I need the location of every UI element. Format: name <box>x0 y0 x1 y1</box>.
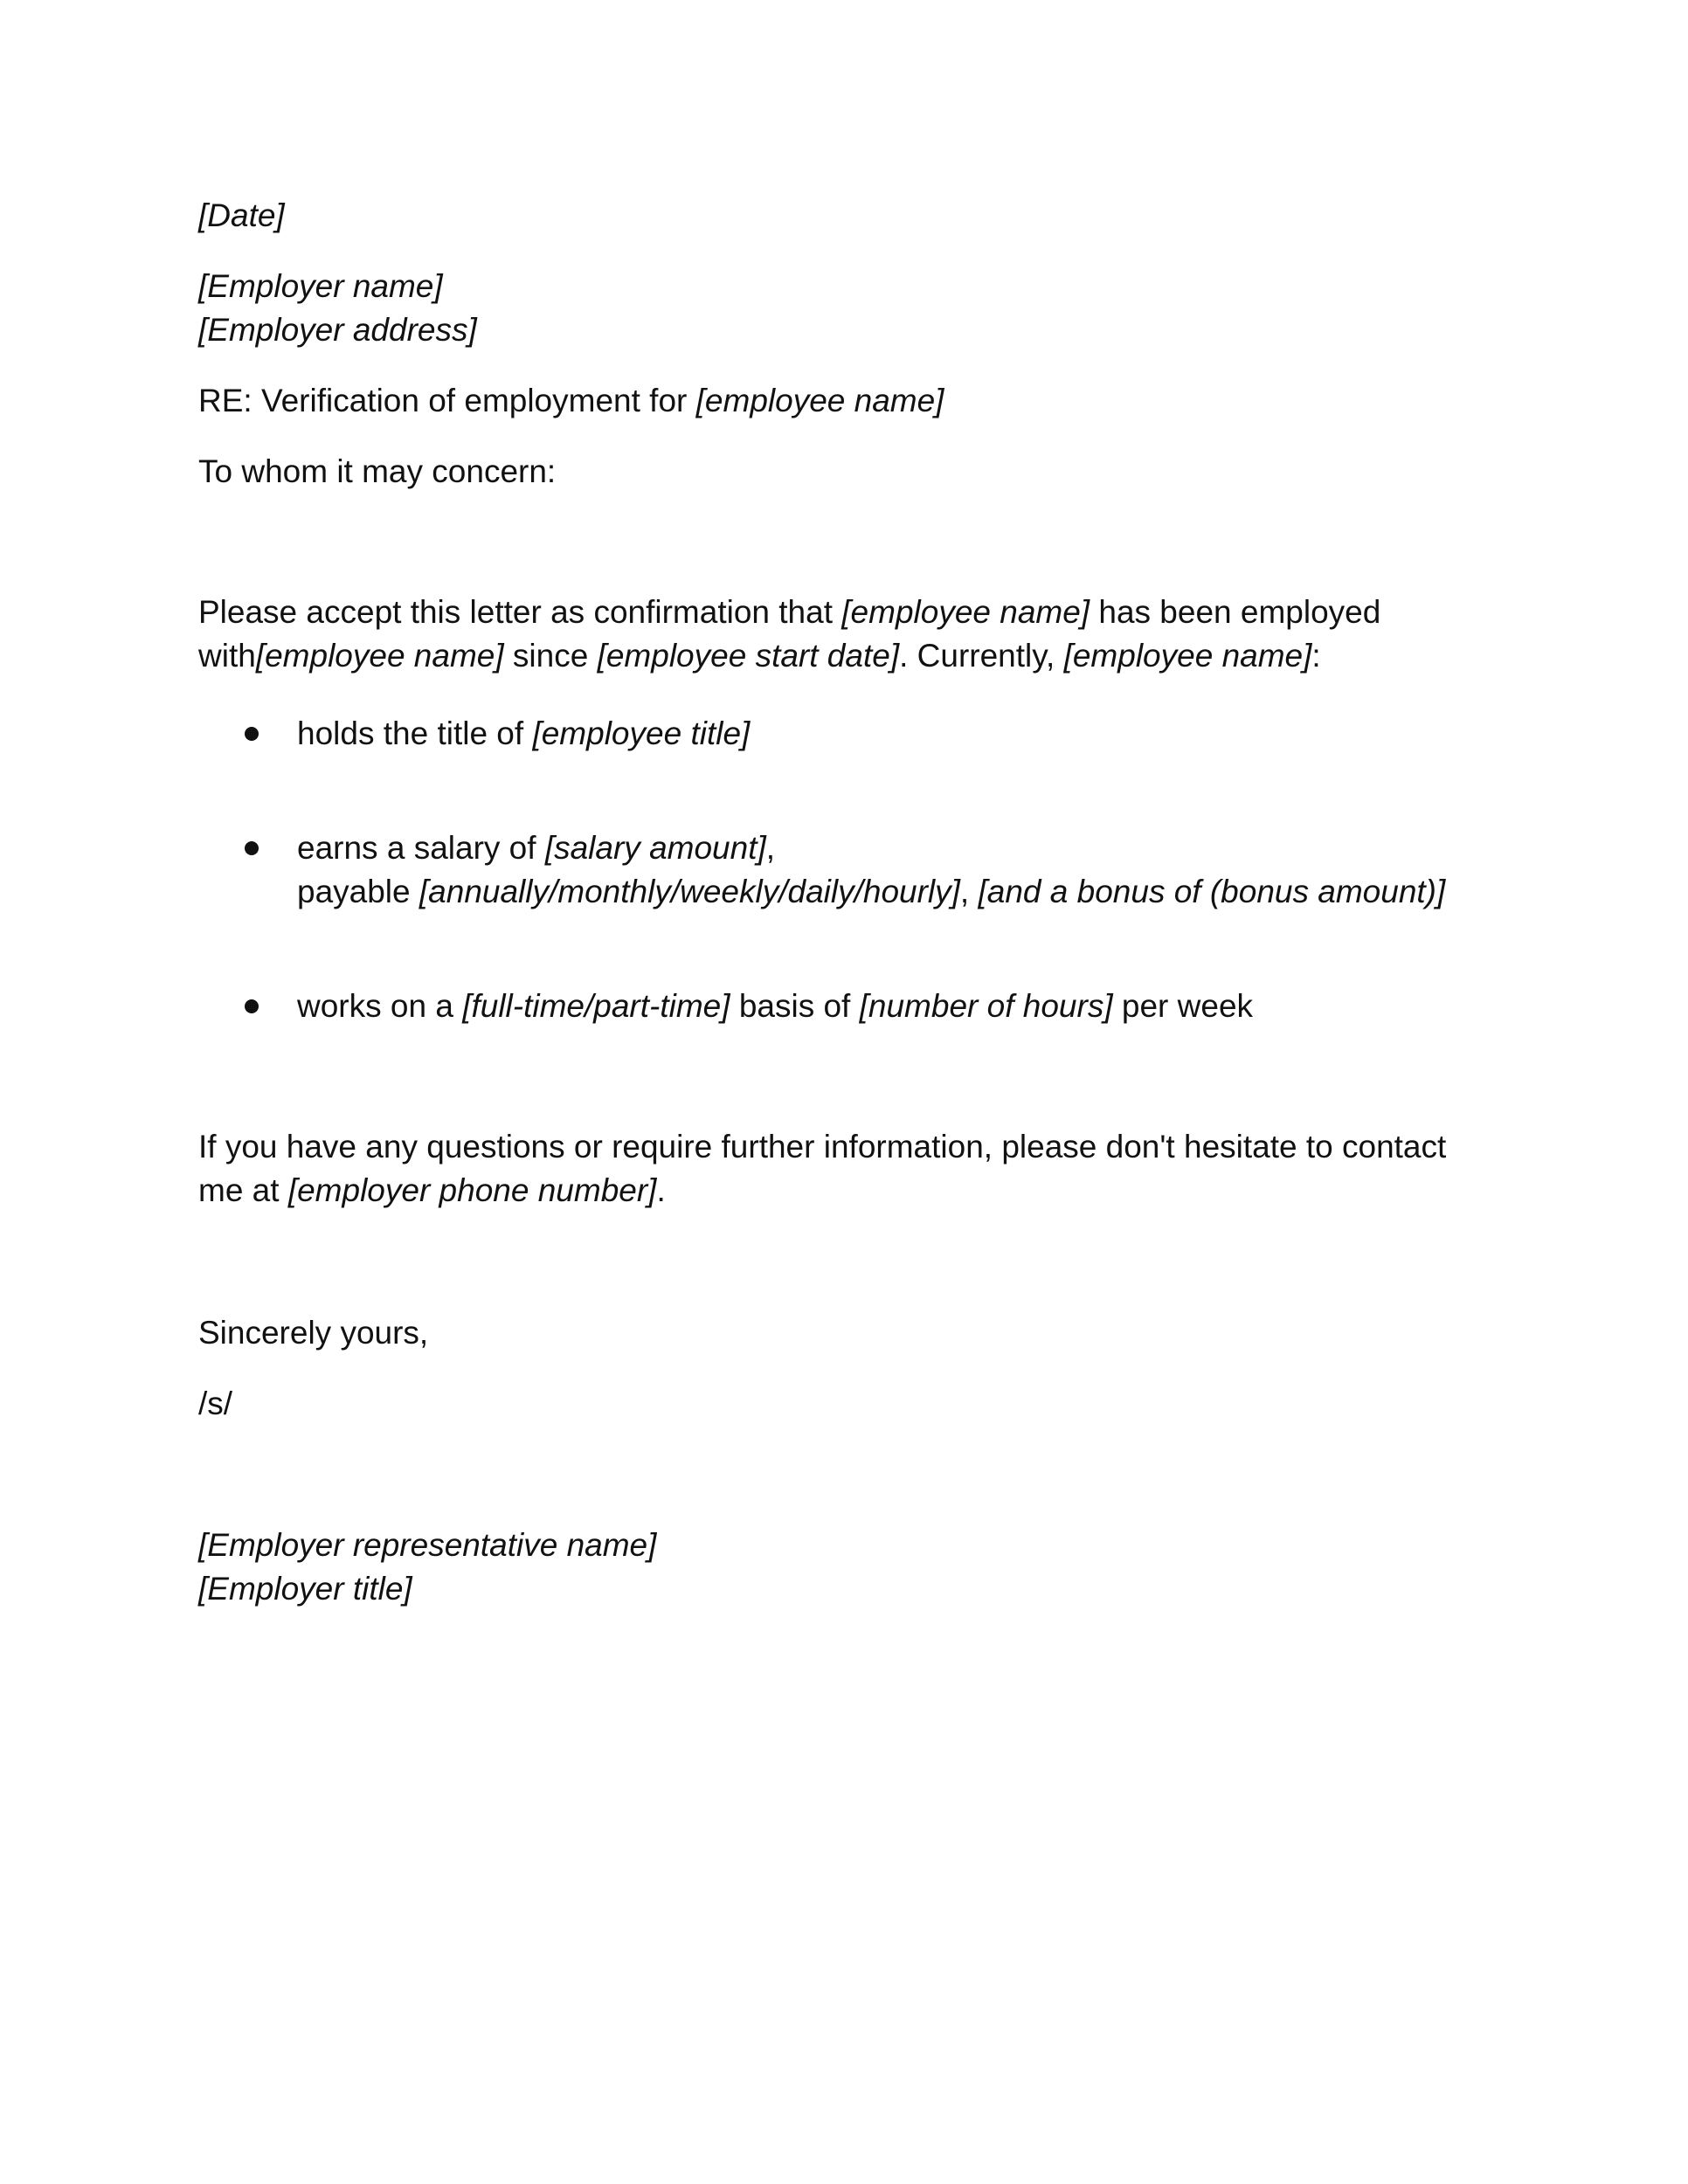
bullet-hours-text-3: per week <box>1112 988 1254 1024</box>
intro-text-4: since <box>503 638 598 674</box>
salutation-text: To whom it may concern: <box>198 453 557 489</box>
bullet-salary-text: earns a salary of <box>297 830 545 866</box>
intro-employer-name: [employee name] <box>255 638 504 674</box>
date-placeholder <box>198 194 1526 238</box>
employer-block <box>198 265 1526 352</box>
signature <box>198 1382 1526 1426</box>
subject-employee-name: [employee name] <box>695 383 944 418</box>
intro-text-5: . Currently, <box>899 638 1064 674</box>
closing-period: . <box>656 1172 666 1208</box>
bullet-pay-frequency: [annually/monthly/weekly/daily/hourly] <box>419 874 960 909</box>
representative-block <box>198 1524 1526 1611</box>
bullet-dot-salary <box>245 841 259 855</box>
signoff <box>198 1311 1526 1355</box>
intro-text-2: has been employed <box>1090 594 1381 630</box>
bullet-title-text: holds the title of <box>297 715 533 751</box>
intro-start-date: [employee start date] <box>597 638 900 674</box>
intro-employee-name-2: [employee name] <box>1063 638 1312 674</box>
bullet-employment-type: [full-time/part-time] <box>462 988 730 1024</box>
bullet-payable-text: payable <box>297 874 419 909</box>
bullet-payable-sep: , <box>959 874 979 909</box>
intro-text-3: with <box>198 638 256 674</box>
closing-text-1: If you have any questions or require further information, please don't hesitate to contact <box>198 1129 1447 1165</box>
intro-text-6: : <box>1311 638 1321 674</box>
bullet-dot-hours <box>245 999 259 1013</box>
bullet-dot-title <box>245 727 259 741</box>
bullet-item-hours <box>297 985 1538 1028</box>
signature-text: /s/ <box>198 1386 233 1421</box>
closing-phone-number: [employer phone number] <box>287 1172 657 1208</box>
representative-name: [Employer representative name] <box>198 1527 657 1563</box>
intro-employee-name: [employee name] <box>841 594 1090 630</box>
subject-line <box>198 379 1526 423</box>
salutation <box>198 450 1526 494</box>
bullet-item-salary <box>297 826 1538 914</box>
intro-text-1: Please accept this letter as confirmation that <box>198 594 842 630</box>
subject-prefix: RE: Verification of employment for <box>198 383 696 418</box>
date-text: [Date] <box>198 197 285 233</box>
closing-paragraph <box>198 1125 1526 1213</box>
bullet-hours-text-2: basis of <box>730 988 860 1024</box>
bullet-bonus: [and a bonus of (bonus amount)] <box>978 874 1446 909</box>
employer-name: [Employer name] <box>198 268 443 304</box>
representative-title: [Employer title] <box>198 1571 412 1607</box>
bullet-item-title <box>297 712 1538 756</box>
bullet-employee-title: [employee title] <box>532 715 751 751</box>
bullet-number-of-hours: [number of hours] <box>859 988 1113 1024</box>
employer-address: [Employer address] <box>198 312 477 348</box>
intro-paragraph <box>198 591 1526 678</box>
bullet-salary-amount: [salary amount] <box>544 830 766 866</box>
closing-text-2: me at <box>198 1172 288 1208</box>
bullet-salary-comma: , <box>765 830 776 866</box>
bullet-hours-text-1: works on a <box>297 988 463 1024</box>
signoff-text: Sincerely yours, <box>198 1315 429 1351</box>
